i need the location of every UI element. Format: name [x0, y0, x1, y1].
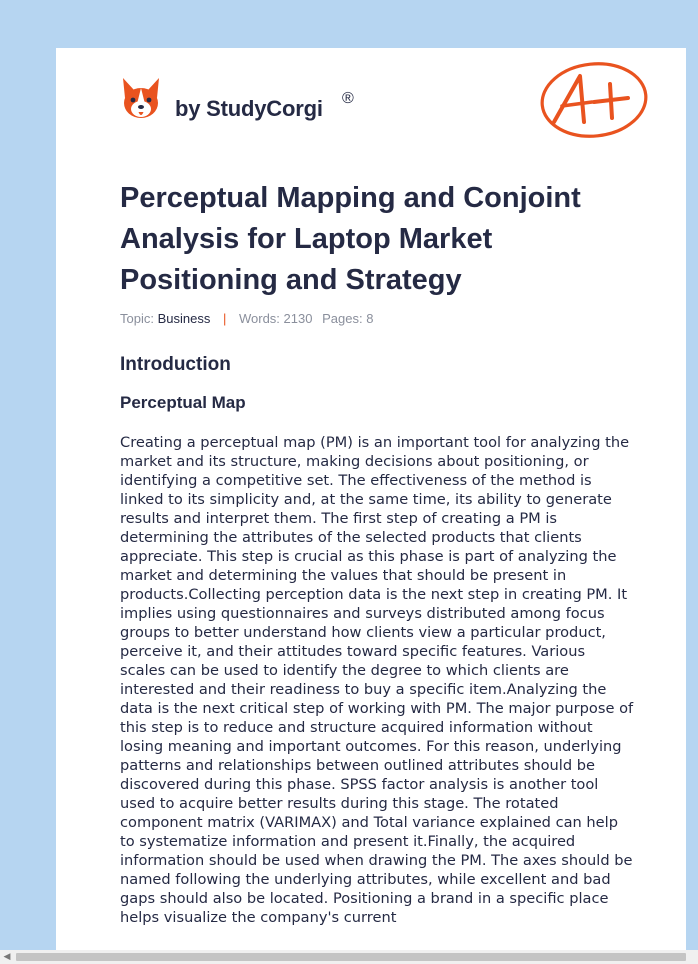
brand-header[interactable] — [120, 76, 370, 128]
topic-label: Topic: — [120, 311, 154, 326]
words-label: Words: — [238, 311, 280, 326]
horizontal-scrollbar[interactable] — [0, 950, 698, 964]
pages-label: Pages: — [322, 311, 363, 326]
registered-mark: ® — [342, 90, 354, 107]
document-page — [56, 48, 686, 950]
page-title: Perceptual Mapping and Conjoint Analysis for Laptop Market Positioning and Strategy — [120, 182, 581, 296]
words-count: 2130 — [283, 311, 313, 326]
a-plus-grade-icon — [536, 58, 652, 140]
corgi-icon — [120, 76, 162, 122]
scrollbar-thumb[interactable] — [16, 953, 686, 961]
section-heading-introduction: Introduction — [120, 354, 231, 375]
article-meta — [120, 311, 373, 326]
topic-link[interactable]: Business — [157, 311, 211, 326]
meta-separator: | — [222, 311, 227, 326]
scroll-left-arrow-icon[interactable]: ◀ — [3, 952, 11, 962]
pages-count: 8 — [366, 311, 374, 326]
brand-name: by StudyCorgi — [175, 96, 323, 121]
body-paragraph: Creating a perceptual map (PM) is an important tool for analyzing the market and its structure, making decisions about positioning, or identifying a competitive set. The effectiveness of the method is linked to its simplicity and, at the same time, its ability to generate results and interpret them. The first step of creating a PM is determining the attributes of the selected products that clients appreciate. This step is crucial as this phase is part of analyzing the market and determining the values that should be present in products.Collecting perception data is the next step in creating PM. It implies using questionnaires and surveys distributed among focus groups to better understand how clients view a particular product, perceive it, and their attitudes toward specific features. Various scales can be used to identify the degree to which clients are interested and their readiness to buy a specific item.Analyzing the data is the next critical step of working with PM. The major purpose of this step is to reduce and structure acquired information without losing meaning and important outcomes. For this reason, underlying patterns and relationships between outlined attributes should be discovered during this phase. SPSS factor analysis is another tool used to acquire better results during this stage. The rotated component matrix (VARIMAX) and Total variance explained can help to systematize information and present it.Finally, the acquired information should be used when drawing the PM. The axes should be named following the underlying attributes, while excellent and bad gaps should also be located. Positioning a brand in a specific place helps visualize the company's current — [120, 434, 634, 926]
subsection-heading-perceptual-map: Perceptual Map — [120, 393, 246, 412]
